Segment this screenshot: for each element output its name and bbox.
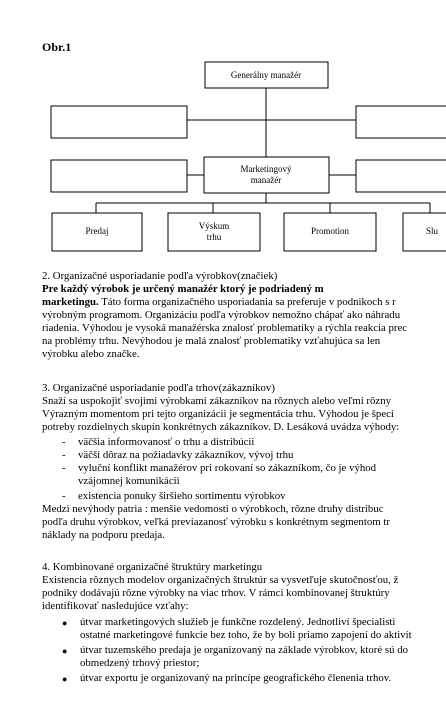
section3-line-1: Snaží sa uspokojiť svojimi výrobkami zákazníkov na rôznych alebo veľmi rôzny (42, 395, 392, 407)
section4-line-1: Existencia rôznych modelov organizačných štruktúr sa vysvetľuje skutočnosťou, ž (42, 574, 399, 586)
dash-bullet: - (62, 436, 66, 448)
org-box-market-research-line2: trhu (206, 232, 222, 242)
section2-line-3: výrobným programom. Organizáciu podľa výrobkov nemožno chápať ako náhradu (42, 309, 401, 321)
relation-item-continued: obmedzený trhový priestor; (80, 657, 200, 669)
figure-label: Obr.1 (42, 40, 72, 54)
org-box-marketing-manager-line1: Marketingový (240, 164, 292, 174)
section2-line-4: riadenia. Výhodou je vysoká manažérska znalosť problematiky a rýchla reakcia prec (42, 322, 408, 334)
relation-item: útvar exportu je organizovaný na princípe geografického členenia trhov. (80, 672, 392, 684)
org-box-left-2 (51, 160, 187, 192)
section2-line-6: výrobku alebo značke. (42, 348, 140, 360)
section2-line-5: na problémy trhu. Nevýhodou je malá znalosť problematiky vzťahujúca sa len (42, 335, 381, 347)
org-box-general-manager-label: Generálny manažér (230, 70, 302, 80)
relation-item: útvar tuzemského predaja je organizovaný na základe výrobkov, ktoré sú do (80, 644, 408, 656)
advantage-item: väčšia informovanosť o trhu a distribúcii (78, 436, 255, 448)
section3-tail-1: Medzi nevýhody patria : menšie vedomosti o výrobkoch, rôzne druhy distribuc (42, 503, 384, 515)
org-box-left-1 (51, 106, 187, 138)
org-box-right-1 (356, 106, 446, 138)
section2-line-2-rest: Táto forma organizačného usporiadania sa preferuje v podnikoch s r (98, 296, 396, 308)
org-box-services-label: Slu (425, 226, 439, 236)
advantage-item-continued: vzájomnej komunikácii (78, 475, 180, 487)
dot-bullet: ● (62, 674, 68, 684)
section3-tail-2: podľa druhu výrobkov, veľká previazanosť výrobku s konkrétnym segmentom tr (42, 516, 390, 528)
section4-heading: 4. Kombinované organizačné štruktúry marketingu (42, 561, 263, 573)
section2-heading: 2. Organizačné usporiadanie podľa výrobkov(značiek) (42, 270, 278, 282)
section2-line-2 (42, 296, 396, 308)
section4-line-3: identifikovať nasledujúce vzťahy: (42, 600, 189, 612)
dash-bullet: - (62, 490, 66, 502)
org-box-services (403, 213, 446, 251)
advantage-item: existencia ponuky širšieho sortimentu výrobkov (78, 490, 286, 502)
relation-item: útvar marketingových služieb je funkčne rozdelený. Jednotliví špecialisti (80, 616, 396, 628)
org-chart (0, 0, 446, 270)
section3-tail-3: náklady na podporu predaja. (42, 529, 165, 541)
org-box-promotion-label: Promotion (310, 226, 350, 236)
section4-line-2: podniky dodávajú rôzne výrobky na viac trhov. V rámci kombinovanej štruktúry (42, 587, 390, 599)
dot-bullet: ● (62, 646, 68, 656)
section2-line-2-bold: marketingu. (42, 296, 99, 308)
org-box-sales-label: Predaj (85, 226, 109, 236)
section3-line-2: Výrazným momentom pri tejto organizácii je segmentácia trhu. Výhodou je špeci (42, 408, 394, 420)
section3-heading: 3. Organizačné usporiadanie podľa trhov(zákazníkov) (42, 382, 275, 394)
section2-line-1: Pre každý výrobok je určený manažér ktorý je podriadený m (42, 283, 324, 295)
dash-bullet: - (62, 449, 66, 461)
relation-item-continued: ostatné marketingové funkcie bez toho, že by boli priamo zapojení do aktivít (80, 629, 412, 641)
dash-bullet: - (62, 462, 66, 474)
org-box-right-2 (356, 160, 446, 192)
advantage-item: väčší dôraz na požiadavky zákazníkov, vývoj trhu (78, 449, 294, 461)
dot-bullet: ● (62, 618, 68, 628)
org-box-market-research-line1: Výskum (198, 221, 230, 231)
advantage-item: vyluční konflikt manažérov pri rokovaní so zákazníkom, čo je výhod (78, 462, 377, 474)
section3-line-3: potreby rozdielnych skupín konkrétnych zákazníkov. D. Lesáková uvádza výhody: (42, 421, 400, 433)
org-box-marketing-manager-line2: manažér (250, 175, 282, 185)
